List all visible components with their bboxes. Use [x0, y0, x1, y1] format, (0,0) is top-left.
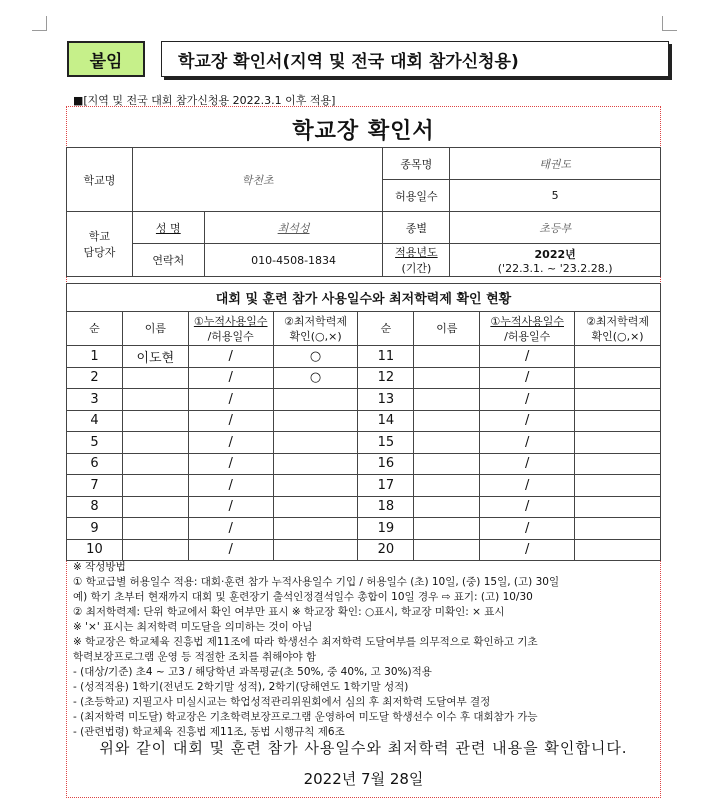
cell-num: 15	[358, 432, 414, 454]
cell-days: /	[188, 453, 273, 475]
cell-days: /	[480, 518, 575, 540]
cell-name	[414, 367, 480, 389]
table-row	[67, 496, 661, 518]
staff-label-line1: 학교	[88, 230, 111, 243]
instruction-line: - (최저학력 미도달) 학교장은 기초학력보장프로그램 운영하여 미도달 학생선수 이수 후 대회참가 가능	[73, 711, 538, 723]
name-value: 최석성	[204, 212, 383, 244]
table-row	[67, 367, 661, 389]
signature-date: 2022년 7월 28일	[303, 770, 424, 788]
cell-days: /	[188, 539, 273, 561]
cell-days: /	[188, 432, 273, 454]
cell-name	[122, 539, 188, 561]
cell-days: /	[480, 496, 575, 518]
table-row	[67, 346, 661, 368]
cell-check	[575, 389, 661, 411]
info-table	[66, 147, 661, 277]
cell-check: ○	[273, 367, 358, 389]
cell-check	[273, 475, 358, 497]
cell-days: /	[480, 432, 575, 454]
cell-check	[273, 410, 358, 432]
cell-num: 8	[67, 496, 123, 518]
cell-check	[273, 518, 358, 540]
cell-check	[273, 539, 358, 561]
cell-name	[414, 410, 480, 432]
cell-check: ○	[273, 346, 358, 368]
cell-num: 19	[358, 518, 414, 540]
instruction-line: ② 최저학력제: 단위 학교에서 확인 여부만 표시 ※ 학교장 확인: ○표시, 학교장 미확인: × 표시	[73, 606, 505, 618]
cell-days: /	[480, 475, 575, 497]
instruction-line: 예) 학기 초부터 현재까지 대회 및 훈련장기 출석인정결석일수 총합이 10일 경우 ⇨ 표기: (고) 10/30	[73, 591, 533, 603]
allowed-days-value: 5	[450, 180, 661, 212]
cell-check	[273, 496, 358, 518]
cell-name	[414, 389, 480, 411]
cell-name	[122, 410, 188, 432]
cell-days: /	[480, 367, 575, 389]
instruction-line: - (대상/기준) 초4 ~ 고3 / 해당학년 과목평균(초 50%, 중 40%, 고 30%)적용	[73, 666, 432, 678]
cell-num: 1	[67, 346, 123, 368]
sport-label: 종목명	[383, 148, 450, 180]
cell-days: /	[480, 453, 575, 475]
cell-check	[575, 539, 661, 561]
school-label: 학교명	[67, 148, 133, 212]
year-label-line1: 적용년도	[395, 246, 438, 259]
cell-num: 13	[358, 389, 414, 411]
table-row	[67, 432, 661, 454]
allowed-days-label: 허용일수	[383, 180, 450, 212]
cell-num: 4	[67, 410, 123, 432]
cell-num: 11	[358, 346, 414, 368]
document-header-title: 학교장 확인서(지역 및 전국 대회 참가신청용)	[161, 41, 669, 77]
cell-num: 16	[358, 453, 414, 475]
cell-num: 2	[67, 367, 123, 389]
cell-num: 7	[67, 475, 123, 497]
col-num-right: 순	[358, 312, 414, 346]
col-name-right: 이름	[414, 312, 480, 346]
instruction-line: ※ '×' 표시는 최저학력 미도달을 의미하는 것이 아님	[73, 621, 313, 633]
cell-name	[122, 389, 188, 411]
crop-mark-top-left	[32, 16, 47, 31]
cell-check	[575, 367, 661, 389]
cell-days: /	[480, 389, 575, 411]
type-value: 초등부	[450, 212, 661, 244]
table-row	[67, 475, 661, 497]
instruction-line: ① 학교급별 허용일수 적용: 대회·훈련 참가 누적사용일수 기입 / 허용일수 (초) 10일, (중) 15일, (고) 30일	[73, 576, 560, 588]
cell-name	[414, 496, 480, 518]
col-grade-right: ②최저학력제 확인(○,×)	[575, 312, 661, 346]
contact-value: 010-4508-1834	[204, 244, 383, 277]
year-value-cell	[450, 244, 661, 277]
cell-days: /	[188, 496, 273, 518]
cell-days: /	[188, 518, 273, 540]
cell-name	[122, 367, 188, 389]
year-value: 2022년	[534, 247, 576, 261]
cell-name	[414, 432, 480, 454]
cell-name	[414, 475, 480, 497]
col-days-left: ①누적사용일수 /허용일수	[188, 312, 273, 346]
writing-instructions	[73, 560, 663, 740]
type-label: 종별	[383, 212, 450, 244]
col-days-right: ①누적사용일수 /허용일수	[480, 312, 575, 346]
cell-name	[122, 432, 188, 454]
cell-name	[122, 496, 188, 518]
crop-mark-top-right	[662, 16, 677, 31]
cell-name	[122, 475, 188, 497]
cell-name: 이도현	[122, 346, 188, 368]
instruction-line: - (관련법령) 학교체육 진흥법 제11조, 동법 시행규칙 제6조	[73, 726, 345, 738]
cell-name	[414, 346, 480, 368]
cell-num: 6	[67, 453, 123, 475]
confirmation-statement: 위와 같이 대회 및 훈련 참가 사용일수와 최저학력 관련 내용을 확인합니다.	[99, 739, 628, 757]
participants-table	[66, 311, 661, 561]
year-label	[383, 244, 450, 277]
school-value: 학천초	[132, 148, 383, 212]
cell-name	[414, 518, 480, 540]
table-row	[67, 389, 661, 411]
instruction-line: - (성적적용) 1학기(전년도 2학기말 성적), 2학기(당해연도 1학기말 성적)	[73, 681, 409, 693]
col-grade-left: ②최저학력제 확인(○,×)	[273, 312, 358, 346]
cell-check	[273, 432, 358, 454]
instruction-line: ※ 학교장은 학교체육 진흥법 제11조에 따라 학생선수 최저학력 도달여부를 의무적으로 확인하고 기초	[73, 636, 538, 648]
table-row	[67, 410, 661, 432]
sport-value: 태권도	[450, 148, 661, 180]
cell-days: /	[480, 539, 575, 561]
cell-check	[273, 389, 358, 411]
staff-label	[67, 212, 133, 277]
table-row	[67, 518, 661, 540]
cell-check	[575, 496, 661, 518]
cell-num: 18	[358, 496, 414, 518]
period-value: ('22.3.1. ~ '23.2.28.)	[497, 261, 613, 275]
contact-label: 연락처	[132, 244, 204, 277]
cell-num: 9	[67, 518, 123, 540]
staff-label-line2: 담당자	[83, 246, 116, 259]
table-row	[67, 453, 661, 475]
cell-name	[122, 453, 188, 475]
instruction-line: ※ 작성방법	[73, 561, 126, 573]
name-label: 성 명	[132, 212, 204, 244]
cell-check	[273, 453, 358, 475]
attachment-tag: 붙임	[67, 41, 145, 77]
cell-name	[414, 453, 480, 475]
cell-name	[122, 518, 188, 540]
cell-days: /	[188, 389, 273, 411]
cell-check	[575, 453, 661, 475]
year-label-line2: (기간)	[401, 262, 432, 275]
cell-days: /	[188, 367, 273, 389]
applicability-notice: ■[지역 및 전국 대회 참가신청용 2022.3.1 이후 적용]	[73, 94, 336, 107]
col-num-left: 순	[67, 312, 123, 346]
status-section-title: 대회 및 훈련 참가 사용일수와 최저학력제 확인 현황	[66, 283, 661, 311]
cell-name	[414, 539, 480, 561]
cell-num: 20	[358, 539, 414, 561]
cell-days: /	[188, 410, 273, 432]
cell-days: /	[480, 346, 575, 368]
cell-check	[575, 410, 661, 432]
cell-days: /	[188, 475, 273, 497]
cell-num: 12	[358, 367, 414, 389]
cell-days: /	[188, 346, 273, 368]
instruction-line: 학력보장프로그램 운영 등 적절한 조치를 취해야야 함	[73, 651, 317, 663]
form-title: 학교장 확인서	[292, 119, 435, 144]
cell-num: 10	[67, 539, 123, 561]
cell-days: /	[480, 410, 575, 432]
cell-check	[575, 346, 661, 368]
col-name-left: 이름	[122, 312, 188, 346]
table-row	[67, 539, 661, 561]
cell-num: 14	[358, 410, 414, 432]
instruction-line: - (초등학교) 지필고사 미실시교는 학업성적관리위원회에서 심의 후 최저학력 도달여부 결정	[73, 696, 491, 708]
cell-num: 17	[358, 475, 414, 497]
cell-num: 3	[67, 389, 123, 411]
cell-check	[575, 518, 661, 540]
cell-num: 5	[67, 432, 123, 454]
cell-check	[575, 475, 661, 497]
cell-check	[575, 432, 661, 454]
